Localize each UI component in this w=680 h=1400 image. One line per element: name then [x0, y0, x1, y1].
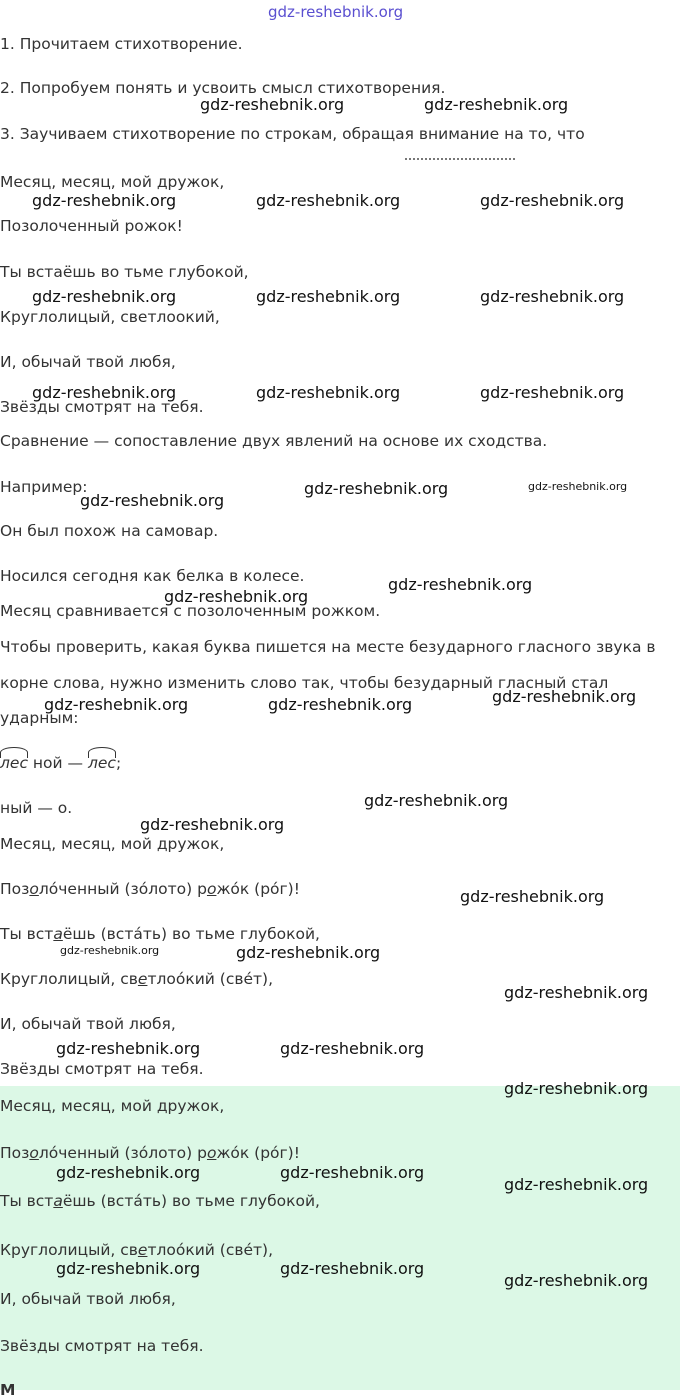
comparison-definition: Сравнение — сопоставление двух явлений на основе их сходства. [0, 432, 548, 450]
watermark: gdz-reshebnik.org [504, 1271, 649, 1290]
poem-line-5: И, обычай твой любя, [0, 353, 176, 371]
watermark: gdz-reshebnik.org [388, 575, 533, 594]
example-label: Например: [0, 478, 88, 496]
text-part: Круглолицый, св [0, 1241, 138, 1259]
analysis-line-6: Звёзды смотрят на тебя. [0, 1060, 204, 1078]
vowel-mark: а [53, 925, 63, 943]
text-part: тлоóкий (свéт), [147, 1241, 274, 1259]
watermark: gdz-reshebnik.org [364, 791, 509, 810]
header-watermark: gdz-reshebnik.org [268, 3, 404, 21]
vowel-mark: о [206, 880, 217, 898]
vowel-mark: о [29, 1144, 39, 1162]
watermark: gdz-reshebnik.org [32, 191, 177, 210]
root-example-semicolon: ; [115, 754, 122, 772]
watermark: gdz-reshebnik.org [268, 695, 413, 714]
root-mark-1: лес [0, 747, 28, 773]
watermark: gdz-reshebnik.org [44, 695, 189, 714]
vowel-mark: о [206, 1144, 217, 1162]
watermark: gdz-reshebnik.org [56, 1039, 201, 1058]
watermark: gdz-reshebnik.org [504, 1175, 649, 1194]
watermark: gdz-reshebnik.org [32, 383, 177, 402]
example-2: Носился сегодня как белка в колесе. [0, 567, 305, 585]
analysis-line-4 [0, 969, 273, 989]
step-3: 3. Заучиваем стихотворение по строкам, обращая внимание на то, что [0, 125, 585, 143]
vowel-mark: а [53, 1192, 63, 1210]
watermark: gdz-reshebnik.org [460, 887, 605, 906]
text-part: ёшь (встáть) во тьме глубокой, [62, 925, 320, 943]
green-line-1: Месяц, месяц, мой дружок, [0, 1097, 225, 1115]
watermark: gdz-reshebnik.org [60, 944, 160, 957]
step-2: 2. Попробуем понять и усвоить смысл стихотворения. [0, 79, 446, 97]
watermark: gdz-reshebnik.org [256, 383, 401, 402]
poem-line-1: Месяц, месяц, мой дружок, [0, 173, 225, 191]
green-line-3 [0, 1191, 320, 1211]
green-line-5: И, обычай твой любя, [0, 1290, 176, 1308]
analysis-line-5: И, обычай твой любя, [0, 1015, 176, 1033]
analysis-line-1: Месяц, месяц, мой дружок, [0, 835, 225, 853]
text-part: тлоóкий (свéт), [147, 970, 274, 988]
watermark: gdz-reshebnik.org [256, 191, 401, 210]
watermark: gdz-reshebnik.org [480, 191, 625, 210]
watermark: gdz-reshebnik.org [304, 479, 449, 498]
watermark: gdz-reshebnik.org [80, 491, 225, 510]
text-part: жóк (рóг)! [216, 1144, 300, 1162]
text-part: ёшь (встáть) во тьме глубокой, [62, 1192, 320, 1210]
watermark: gdz-reshebnik.org [140, 815, 285, 834]
watermark: gdz-reshebnik.org [504, 1079, 649, 1098]
watermark: gdz-reshebnik.org [280, 1259, 425, 1278]
watermark: gdz-reshebnik.org [528, 480, 628, 493]
example-1: Он был похож на самовар. [0, 522, 219, 540]
analysis-line-2 [0, 879, 300, 899]
watermark: gdz-reshebnik.org [256, 287, 401, 306]
cut-off-line: М [0, 1381, 16, 1399]
watermark: gdz-reshebnik.org [504, 983, 649, 1002]
text-part: Круглолицый, св [0, 970, 138, 988]
green-line-2 [0, 1143, 300, 1163]
text-part: Ты вст [0, 925, 54, 943]
example-3: Месяц сравнивается с позолоченным рожком. [0, 602, 381, 620]
text-part: Ты вст [0, 1192, 54, 1210]
vowel-mark: е [137, 970, 148, 988]
poem-line-2: Позолоченный рожок! [0, 217, 183, 235]
green-line-4 [0, 1240, 273, 1260]
rule-line-2: корне слова, нужно изменить слово так, чтобы безударный гласный стал [0, 674, 609, 692]
watermark: gdz-reshebnik.org [56, 1259, 201, 1278]
text-part: Поз [0, 1144, 30, 1162]
green-line-6: Звёзды смотрят на тебя. [0, 1337, 204, 1355]
poem-line-4: Круглолицый, светлоокий, [0, 308, 220, 326]
rule-tail: ный — о. [0, 799, 73, 817]
watermark: gdz-reshebnik.org [280, 1163, 425, 1182]
root-example [0, 753, 121, 773]
watermark: gdz-reshebnik.org [424, 95, 569, 114]
watermark: gdz-reshebnik.org [492, 687, 637, 706]
watermark: gdz-reshebnik.org [56, 1163, 201, 1182]
step-1: 1. Прочитаем стихотворение. [0, 35, 243, 53]
rule-line-3: ударным: [0, 709, 79, 727]
cut-text-remnant [405, 158, 515, 162]
watermark: gdz-reshebnik.org [32, 287, 177, 306]
root-example-suffix: ной — [32, 754, 84, 772]
text-part: жóк (рóг)! [216, 880, 300, 898]
text-part: Поз [0, 880, 30, 898]
poem-line-6: Звёзды смотрят на тебя. [0, 398, 204, 416]
watermark: gdz-reshebnik.org [280, 1039, 425, 1058]
text-part: лóченный (зóлото) р [38, 1144, 207, 1162]
watermark: gdz-reshebnik.org [480, 383, 625, 402]
watermark: gdz-reshebnik.org [164, 587, 309, 606]
text-part: лóченный (зóлото) р [38, 880, 207, 898]
rule-line-1: Чтобы проверить, какая буква пишется на месте безударного гласного звука в [0, 638, 656, 656]
analysis-line-3 [0, 924, 320, 944]
poem-line-3: Ты встаёшь во тьме глубокой, [0, 263, 249, 281]
root-mark-2: лес [88, 747, 116, 773]
vowel-mark: о [29, 880, 39, 898]
watermark: gdz-reshebnik.org [236, 943, 381, 962]
watermark: gdz-reshebnik.org [480, 287, 625, 306]
vowel-mark: е [137, 1241, 148, 1259]
watermark: gdz-reshebnik.org [200, 95, 345, 114]
